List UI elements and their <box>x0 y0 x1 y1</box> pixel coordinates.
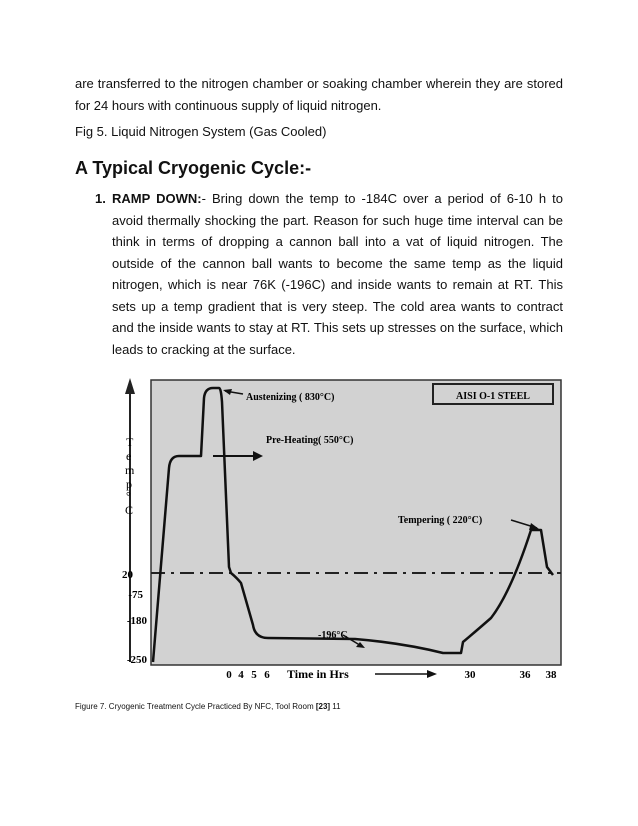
x-axis-title: Time in Hrs <box>287 667 349 680</box>
plot-panel <box>151 380 561 665</box>
steel-label: AISI O-1 STEEL <box>456 391 530 402</box>
preheating-label: Pre-Heating( 550°C) <box>266 435 354 446</box>
page-number: 11 <box>330 702 341 711</box>
ylabel-letter: m <box>125 463 135 477</box>
y-tick-label: -75 <box>128 589 143 601</box>
ylabel-letter: ° <box>126 489 131 503</box>
figure-5-caption: Fig 5. Liquid Nitrogen System (Gas Cooled) <box>75 124 327 139</box>
list-item-body <box>95 188 563 360</box>
y-tick-label: 20 <box>122 569 133 581</box>
x-tick-label: 30 <box>464 669 476 680</box>
y-tick-label: -250 <box>126 654 147 666</box>
x-axis-arrowhead <box>427 670 437 678</box>
x-tick-label: 5 <box>251 669 257 680</box>
x-tick-label: 4 <box>238 669 244 680</box>
numbered-list <box>95 188 563 360</box>
y-tick-label: -180 <box>126 615 147 627</box>
ylabel-letter: C <box>125 503 134 517</box>
x-tick-label: 36 <box>519 669 531 680</box>
x-tick-label: 38 <box>545 669 557 680</box>
list-item-number: 1. <box>95 191 106 206</box>
cryo-label: -196°C <box>318 630 348 641</box>
list-item <box>95 188 563 360</box>
body-paragraph: are transferred to the nitrogen chamber or soaking chamber wherein they are stored for 24 hours with continuous supply of liquid nitrogen. <box>75 76 563 113</box>
x-tick-label: 6 <box>264 669 270 680</box>
ylabel-letter: e <box>126 449 132 463</box>
list-item-term: RAMP DOWN: <box>112 191 202 206</box>
ylabel-letter: p <box>126 477 132 491</box>
y-axis-arrowhead <box>125 378 135 394</box>
x-tick-label: 0 <box>226 669 232 680</box>
cryogenic-cycle-figure <box>113 372 566 680</box>
ylabel-letter: T <box>126 435 134 449</box>
figure-7-caption <box>75 702 341 711</box>
section-heading: A Typical Cryogenic Cycle:- <box>75 158 312 178</box>
figure-7-caption-text: Figure 7. Cryogenic Treatment Cycle Practiced By NFC, Tool Room <box>75 702 316 711</box>
figure-7-reference: [23] <box>315 702 331 711</box>
list-item-text: - Bring down the temp to -184C over a period of 6-10 h to avoid thermally shocking the part. Reason for such huge time interval can be think in terms of dropping a cannon ball into a vat of liquid nitrogen. The outside of the cannon ball wants to become the same temp as the liquid nitrogen, which is near 76K (-196C) and inside wants to remain at RT. This sets up a temp gradient that is very steep. The cold area wants to contract and the inside wants to stay at RT. This sets up stresses on the surface, which leads to cracking at the surface. <box>112 191 563 357</box>
austenizing-label: Austenizing ( 830°C) <box>246 392 335 403</box>
tempering-label: Tempering ( 220°C) <box>398 515 483 526</box>
